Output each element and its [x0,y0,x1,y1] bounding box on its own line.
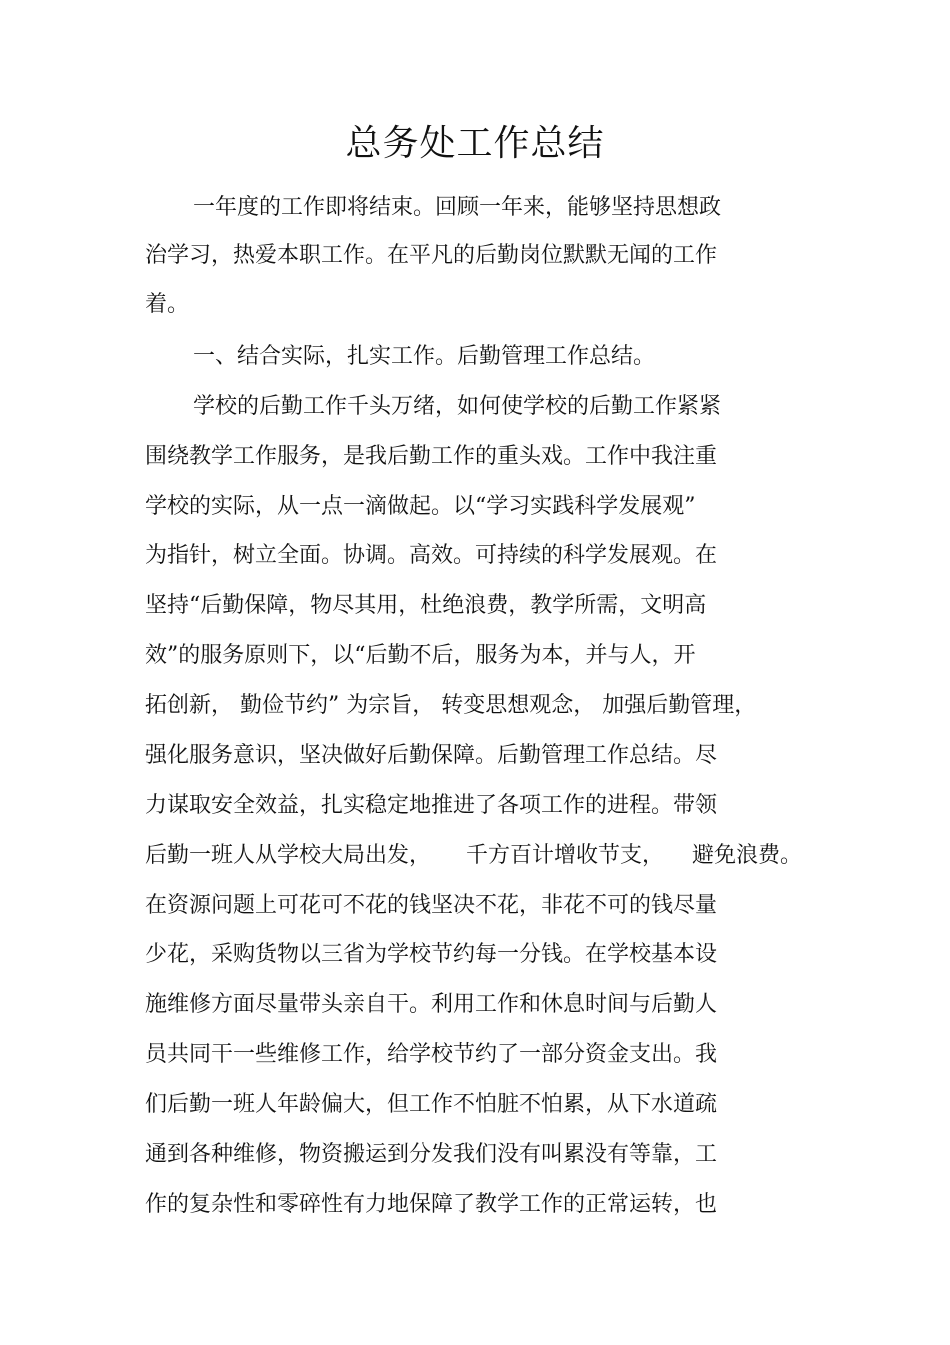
body-line-21: 作的复杂性和零碎性有力地保障了教学工作的正常运转，也 [145,1192,718,1217]
body-line-6: 围绕教学工作服务，是我后勤工作的重头戏。工作中我注重 [145,444,718,469]
body-line-11: 拓创新， 勤俭节约” 为宗旨， 转变思想观念， 加强后勤管理， [145,693,757,718]
section-heading-1: 一、结合实际，扎实工作。后勤管理工作总结。 [193,344,656,369]
body-line-19: 们后勤一班人年龄偏大，但工作不怕脏不怕累，从下水道疏 [145,1092,718,1117]
body-line-15: 在资源问题上可花可不花的钱坚决不花，非花不可的钱尽量 [145,893,718,918]
body-line-5: 学校的后勤工作千头万绪，如何使学校的后勤工作紧紧 [193,394,722,419]
body-line-12: 强化服务意识，坚决做好后勤保障。后勤管理工作总结。尽 [145,743,718,768]
body-line-13: 力谋取安全效益，扎实稳定地推进了各项工作的进程。带领 [145,793,718,818]
body-line-2: 治学习，热爱本职工作。在平凡的后勤岗位默默无闻的工作 [145,243,718,268]
body-line-18: 员共同干一些维修工作，给学校节约了一部分资金支出。我 [145,1042,718,1067]
body-line-3: 着。 [145,292,190,317]
document-title: 总务处工作总结 [345,123,605,164]
body-line-17: 施维修方面尽量带头亲自干。利用工作和休息时间与后勤人 [145,992,718,1017]
body-line-9: 坚持“后勤保障，物尽其用，杜绝浪费，教学所需，文明高 [145,593,707,618]
body-line-8: 为指针，树立全面。协调。高效。可持续的科学发展观。在 [145,543,718,568]
body-line-7: 学校的实际，从一点一滴做起。以“学习实践科学发展观” [145,494,696,519]
body-line-10: 效”的服务原则下，以“后勤不后，服务为本，并与人，开 [145,643,696,668]
body-line-16: 少花，采购货物以三省为学校节约每一分钱。在学校基本设 [145,942,718,967]
body-line-1: 一年度的工作即将结束。回顾一年来，能够坚持思想政 [193,195,722,220]
body-line-14: 后勤一班人从学校大局出发， 千方百计增收节支， 避免浪费。 [145,843,802,868]
body-line-20: 通到各种维修，物资搬运到分发我们没有叫累没有等靠，工 [145,1142,718,1167]
